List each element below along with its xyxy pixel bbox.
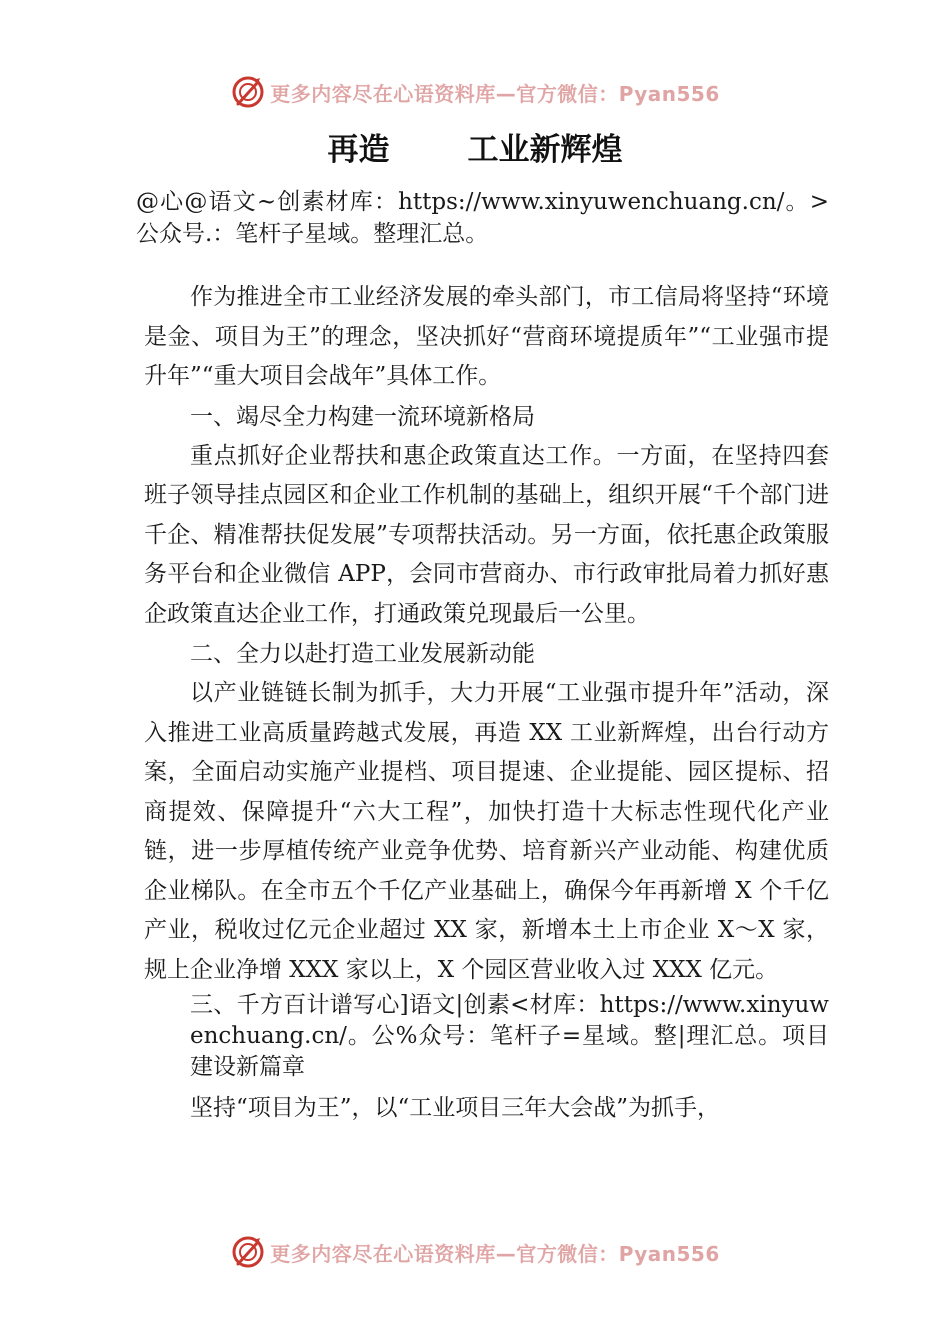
document-body	[136, 186, 829, 1129]
section-heading-1: 一、竭尽全力构建一流环境新格局	[190, 403, 535, 430]
paragraph-intro: 作为推进全市工业经济发展的牵头部门，市工信局将坚持“环境是金、项目为王”的理念，坚决抓好“营商环境提质年”“工业强市提升年”“重大项目会战年”具体工作。	[144, 284, 829, 389]
title-part-2: 工业新辉煌	[467, 132, 623, 168]
watermark-logo-icon	[230, 1234, 266, 1270]
paragraph-section-2: 以产业链链长制为抓手，大力开展“工业强市提升年”活动，深入推进工业高质量跨越式发展，再造 XX 工业新辉煌，出台行动方案，全面启动实施产业提档、项目提速、企业提能、园区提标、招商提效、保障提升“六大工程”，加快打造十大标志性现代化产业链，进一步厚植传统产业竞争优势、培育新兴产业动能、构建优质企业梯队。在全市五个千亿产业基础上，确保今年再新增 X 个千亿产业，税收过亿元企业超过 XX 家，新增本土上市企业 X～X 家，规上企业净增 XXX 家以上，X 个园区营业收入过 XXX 亿元。	[144, 680, 829, 983]
title-part-1: 再造	[327, 132, 390, 168]
watermark-text: 更多内容尽在心语资料库—官方微信：Pyan556	[270, 1241, 720, 1266]
section-heading-3: 三、千方百计谱写心]语文|创素<材库：https://www.xinyuwenchuang.cn/。公%众号：笔杆子=星域。整|理汇总。项目建设新篇章	[190, 992, 829, 1080]
watermark-header	[0, 72, 950, 112]
watermark-text: 更多内容尽在心语资料库—官方微信：Pyan556	[270, 81, 720, 106]
paragraph-section-1: 重点抓好企业帮扶和惠企政策直达工作。一方面，在坚持四套班子领导挂点园区和企业工作机制的基础上，组织开展“千个部门进千企、精准帮扶促发展”专项帮扶活动。另一方面，依托惠企政策服务平台和企业微信 APP，会同市营商办、市行政审批局着力抓好惠企政策直达企业工作，打通政策兑现最后一公里。	[144, 442, 829, 627]
watermark-logo-icon	[230, 74, 266, 110]
document-title	[0, 124, 950, 169]
section-heading-2: 二、全力以赴打造工业发展新动能	[190, 641, 535, 667]
source-line: @心@语文~创素材库：https://www.xinyuwenchuang.cn/。>公众号.：笔杆子星域。整理汇总。	[136, 189, 829, 247]
watermark-footer	[0, 1232, 950, 1272]
paragraph-section-3: 坚持“项目为王”，以“工业项目三年大会战”为抓手，	[190, 1095, 721, 1121]
